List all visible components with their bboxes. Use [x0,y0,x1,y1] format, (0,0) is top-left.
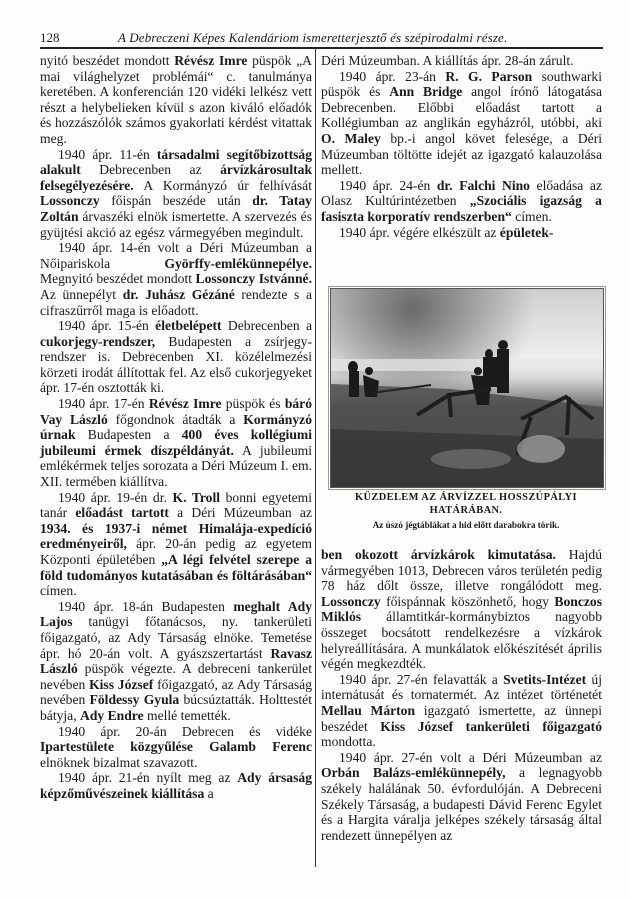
paragraph: Déri Múzeumban. A kiállítás ápr. 28-án zárult. [321,53,574,68]
emphasized-text: árvízkárosultak felsegélyezésére. [40,162,312,193]
emphasized-text: báró Vay László [40,396,312,427]
emphasized-text: Ipartestülete közgyűlése Galamb Ferenc [40,739,312,755]
emphasized-text: „A légi felvétel szerepe a föld tudományos kutatásában és föltárásában“ [40,552,312,583]
paragraph: ben okozott árvízkárok kimutatása. Hajdú vármegyében 1013, Debrecen város területén pedig 78 ház dőlt össze, illetve rongálódott meg. Lossonczy főispánnak köszönhető, hogy Bonczos Miklós államtitkár-kormánybiztos nagyobb összeget bocsátott rendelkezésre a vízkárok helyreállítására. A munkálatok előkészítését április végén megkezdték. [321,547,602,672]
emphasized-text: életbelépett [155,318,222,334]
flood-photograph [330,288,604,488]
paragraph: 1940 ápr. 27-én volt a Déri Múzeumban az Orbán Balázs-emlékünnepély, a legnagyobb székely halálának 50. évfordulóján. A Debreceni Székely Társaság, a budapesti Dávid Ferenc Egylet és a Hargita váralja jelképes székely társaság által rendezett ünnepélyen az [321,749,602,843]
paragraph: 1940 ápr. 11-én társadalmi segítőbizottság alakult Debrecenben az árvízkárosultak felsegélyezésére. A Kormányzó úr felhívását Lossonczy főispán beszéde után dr. Tatay Zoltán árvaszéki elnök ismertette. A szervezés és gyüjtési akció az egész vármegyében megindult. [40,146,312,240]
emphasized-text: dr. Tatay Zoltán [40,193,312,224]
emphasized-text: Orbán Balázs-emlékünnepély, [321,765,506,781]
emphasized-text: Mellau Márton [321,702,416,718]
emphasized-text: Lossonczy [40,193,100,209]
running-title: A Debreczeni Képes Kalendáriom ismeretterjesztő és szépirodalmi része. [118,30,508,45]
paragraph: 1940 ápr. 17-én Révész Imre püspök és báró Vay László főgondnok átadták a Kormányzó úrnak Budapesten a 400 éves kollégiumi jubileumi érmek díszpéldányát. A jubileumi emlékérmek teljes sorozata a Déri Múzeum I. em. XII. termében kiállítva. [40,396,312,490]
emphasized-text: Révész Imre [148,396,222,412]
running-header [40,29,603,49]
emphasized-text: „Szociális igazság a fasiszta korporatív rendszerben“ [321,193,602,224]
page-number: 128 [40,30,60,45]
emphasized-text: előadást tartott [75,505,169,521]
emphasized-text: 400 éves kollégiumi jubileumi érmek díszpéldányát. [40,427,312,458]
photograph-flood-ice-icon [331,289,603,487]
photo-caption-title: KÜZDELEM AZ ÁRVÍZZEL HOSSZÚPÁLYI HATÁRÁBAN. [355,492,577,516]
paragraph: 1940 ápr. 15-én életbelépett Debrecenben a cukorjegy-rendszer, Budapesten a zsírjegy-rendszer is. Debrecenben XI. közélelmezési körzeti irodát állítottak fel. Az első cukorjegyeket ápr. 17-én osztották ki. [40,318,312,396]
paragraph: 1940 ápr. 19-én dr. K. Troll bonni egyetemi tanár előadást tartott a Déri Múzeumban az 1934. és 1937-i német Himalája-expedíció eredményeiről, ápr. 20-án pedig az egyetem Központi épületében „A légi felvétel szerepe a föld tudományos kutatásában és föltárásában“ címen. [40,489,312,599]
emphasized-text: O. Maley [321,130,381,146]
emphasized-text: dr. Falchi Nino [436,177,530,193]
emphasized-text: dr. Juhász Gézáné [122,286,235,302]
emphasized-text: Kiss József tankerületi főigazgató [380,718,603,734]
emphasized-text: 1934. és 1937-i német Himalája-expedíció eredményeiről, [40,520,312,552]
paragraph: 1940 ápr. 18-án Budapesten meghalt Ady Lajos tanügyi főtanácsos, ny. tankerületi főigazgató, az Ady Társaság elnöke. Temetése ápr. hó 20-án volt. A gyászszertartást Ravasz László püspök végezte. A debreceni tankerület nevében Kiss József főigazgató, az Ady Társaság nevében Földessy Gyula búcsúztatták. Holttestét bátyja, Ady Endre mellé temették. [40,598,312,723]
paragraph: 1940 ápr. 23-án R. G. Parson southwarki püspök és Ann Bridge angol írónő látogatása Debrecenben. Előbbi előadást tartott a Kollégiumban az anglikán egyházról, utóbbi, aki O. Maley bp.-i angol követ felesége, a Déri Múzeumban töltötte idejét az igazgató kalauzolása mellett. [321,68,603,178]
emphasized-text: K. Troll [172,489,221,505]
right-column-top [321,53,602,240]
emphasized-text: Ann Bridge [389,84,463,100]
photo-caption-subtitle: Az úszó jégtáblákat a hid előtt darabokra törik. [372,520,560,530]
emphasized-text: Ravasz László [40,645,312,677]
paragraph: 1940 ápr. 20-án Debrecen és vidéke Ipartestülete közgyűlése Galamb Ferenc elnöknek bizalmat szavazott. [40,723,312,770]
emphasized-text: Bonczos Miklós [321,593,602,625]
right-column-bottom [321,547,602,843]
emphasized-text: Kiss József [89,676,154,692]
emphasized-text: Lossonczy [321,593,381,609]
paragraph: 1940 ápr. végére elkészült az épületek- [339,224,554,240]
emphasized-text: társadalmi segítőbizottság alakult [40,146,312,178]
paragraph: 1940 ápr. 14-én volt a Déri Múzeumban a Nőipariskola Györffy-emlékünnepélye. Megnyitó beszédet mondott Lossonczy Istvánné. Az ünnepélyt dr. Juhász Gézáné rendezte s a cifraszűrről maga is előadott. [40,240,312,318]
paragraph: 1940 ápr. 27-én felavatták a Svetits-Intézet új internátusát és tornatermét. Az intézet történetét Mellau Márton igazgató ismertette, az ünnepi beszédet Kiss József tankerületi főigazgató mondotta. [321,671,603,750]
emphasized-text: meghalt Ady Lajos [40,598,312,630]
emphasized-text: épületek- [499,224,554,240]
emphasized-text: Ady ársaság képzőművészeinek kiállítása [40,770,312,801]
left-column [40,53,312,802]
emphasized-text: Földessy Gyula [89,692,180,708]
emphasized-text: cukorjegy-rendszer, [40,333,156,349]
paragraph: 1940 ápr. 24-én dr. Falchi Nino előadása az Olasz Kultúrintézetben „Szociális igazság a fasiszta korporatív rendszerben“ címen. [321,177,602,224]
paragraph: nyitó beszédet mondott Révész Imre püspök „A mai világhelyzet problémái“ c. tanulmánya keretében. A konferencián 120 vidéki lelkész vett részt a helybelieken kívül s azon kiváló előadók és hozzászólók számos gyakorlati kérdést vitattak meg. [40,53,312,146]
column-divider [315,49,316,867]
emphasized-text: ben okozott árvízkárok kimutatása. [321,547,556,562]
emphasized-text: Kormányzó úrnak [40,411,312,443]
emphasized-text: Ady Endre [80,707,144,723]
emphasized-text: Györffy-emlékünnepélye. [164,255,312,271]
emphasized-text: Svetits-Intézet [503,671,587,687]
paragraph: 1940 ápr. 21-én nyílt meg az Ady ársaság képzőművészeinek kiállítása a [40,770,312,801]
emphasized-text: R. G. Parson [445,68,533,84]
emphasized-text: Révész Imre [174,53,248,68]
emphasized-text: Lossonczy Istvánné. [195,271,312,287]
